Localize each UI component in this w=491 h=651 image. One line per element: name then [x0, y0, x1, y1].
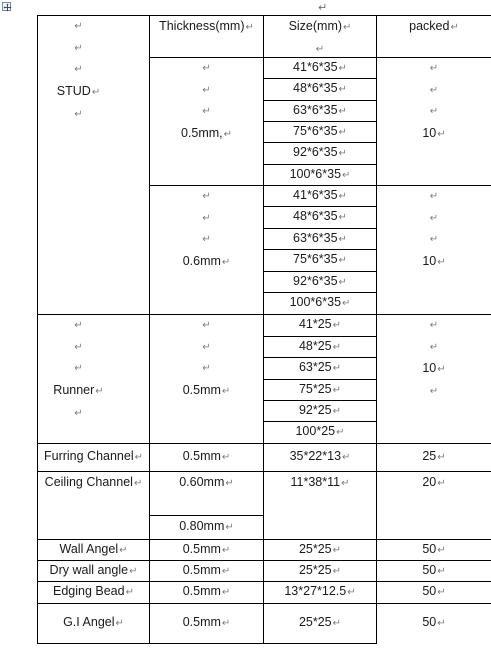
cell-line [299, 314, 341, 337]
cell-line [422, 612, 445, 635]
paragraph-mark: ↵ [338, 233, 347, 245]
paragraph-mark: ↵ [225, 478, 234, 489]
packed-value: 50 [422, 541, 437, 556]
runner-thickness-cell[interactable] [150, 315, 263, 443]
size-cell[interactable] [264, 315, 376, 336]
size-value: 75*6*35 [293, 252, 338, 267]
header-packed[interactable] [377, 16, 491, 57]
paragraph-mark: ↵ [221, 257, 231, 269]
paragraph-mark: ↵ [338, 84, 347, 96]
cell-line [422, 251, 445, 274]
size-value: 48*25 [298, 338, 332, 353]
thickness-value: 0.5mm, [180, 126, 223, 141]
paragraph-mark: ↵ [342, 298, 351, 310]
paragraph-mark: ↵ [429, 212, 439, 224]
cell-line [293, 100, 347, 123]
cell-line [293, 206, 347, 229]
cell-line [295, 421, 344, 444]
packed-cell[interactable] [377, 472, 491, 539]
packed-value: 25 [422, 449, 437, 464]
paragraph-mark: ↵ [202, 212, 211, 224]
paragraph-mark: ↵ [437, 478, 446, 489]
cell-line [293, 228, 347, 251]
size-cell[interactable] [264, 337, 376, 357]
paragraph-mark: ↵ [437, 587, 446, 599]
cell-line [293, 249, 347, 272]
cell-line [179, 472, 234, 495]
cell-line [422, 123, 445, 146]
size-cell[interactable] [264, 165, 376, 185]
size-value: 75*25 [298, 381, 332, 396]
cell-line [290, 292, 351, 315]
paragraph-mark: ↵ [95, 386, 104, 398]
size-cell[interactable] [264, 380, 376, 400]
cell-line [63, 612, 124, 635]
cell-line [44, 446, 143, 469]
size-cell[interactable] [264, 186, 376, 206]
cell-line [290, 446, 351, 469]
paragraph-mark: ↵ [429, 341, 439, 353]
cell-line [293, 57, 347, 80]
cell-line [183, 560, 231, 583]
size-cell[interactable] [264, 444, 376, 471]
size-value: 92*6*35 [293, 273, 338, 288]
size-value: 100*6*35 [289, 295, 342, 310]
paragraph-mark: ↵ [332, 384, 342, 396]
row-name: STUD [56, 84, 91, 99]
cell-line [299, 539, 341, 562]
packed-cell[interactable] [377, 561, 491, 581]
paragraph-mark: ↵ [332, 544, 342, 556]
stud-packed-cell[interactable] [377, 186, 491, 314]
size-value: 11*38*11 [290, 475, 341, 489]
packed-value: 10 [422, 254, 437, 269]
paragraph-mark: ↵ [342, 169, 351, 181]
cell-line [422, 446, 445, 469]
size-value: 92*6*35 [293, 145, 338, 160]
paragraph-mark: ↵ [429, 191, 439, 202]
paragraph-mark: ↵ [202, 234, 211, 246]
paragraph-mark: ↵ [332, 341, 342, 353]
table-move-handle[interactable] [2, 2, 11, 11]
runner-packed-cell[interactable] [377, 315, 491, 443]
thickness-cell[interactable] [150, 561, 263, 581]
paragraph-mark: ↵ [74, 363, 83, 375]
thickness-cell-secondary[interactable] [150, 516, 263, 539]
paragraph-mark: ↵ [202, 341, 211, 353]
size-value: 41*25 [298, 317, 332, 332]
paragraph-mark: ↵ [437, 544, 446, 556]
paragraph-mark: ↵ [221, 452, 231, 464]
thickness-value: 0.5mm [182, 449, 221, 464]
packed-value: 20 [422, 475, 437, 489]
cell-line [183, 539, 231, 562]
stud-name-cell[interactable] [38, 16, 149, 314]
row-name: Dry wall angle [49, 562, 129, 577]
row-name-cell[interactable] [38, 540, 149, 560]
paragraph-mark: ↵ [338, 105, 347, 117]
cell-line [409, 16, 459, 39]
paragraph-mark: ↵ [74, 64, 83, 76]
thickness-cell[interactable] [150, 444, 263, 471]
paragraph-mark: ↵ [221, 544, 231, 556]
size-value: 25*25 [298, 541, 332, 556]
size-value: 100*6*35 [289, 166, 342, 181]
thickness-value: 0.6mm [182, 254, 221, 269]
paragraph-mark: ↵ [74, 407, 83, 419]
size-cell[interactable] [264, 272, 376, 292]
paragraph-mark: ↵ [338, 148, 347, 160]
cell-line [293, 142, 347, 165]
cell-line [159, 16, 254, 39]
packed-cell[interactable] [377, 604, 491, 643]
row-name: Wall Angel [59, 541, 119, 556]
paragraph-mark: ↵ [221, 565, 231, 577]
paragraph-mark: ↵ [202, 106, 211, 118]
paragraph-mark: ↵ [202, 363, 211, 375]
thickness-value: 0.5mm [182, 541, 221, 556]
paragraph-mark: ↵ [338, 126, 347, 138]
paragraph-mark: ↵ [129, 565, 138, 577]
cell-line [299, 336, 341, 359]
paragraph-mark: ↵ [338, 255, 347, 267]
paragraph-mark: ↵ [115, 618, 124, 630]
cell-line [53, 380, 103, 403]
paragraph-mark: ↵ [341, 478, 350, 489]
cell-line [60, 539, 128, 562]
thickness-cell[interactable] [150, 472, 263, 515]
packed-value: 50 [422, 562, 437, 577]
cell-line [299, 379, 341, 402]
paragraph-mark: ↵ [74, 341, 83, 353]
cell-line [290, 164, 351, 187]
cell-line [45, 472, 143, 495]
thickness-value: 0.60mm [179, 475, 225, 489]
header-text: Thickness(mm) [159, 19, 245, 33]
size-cell[interactable] [264, 540, 376, 560]
packed-value: 10 [422, 126, 437, 141]
paragraph-mark: ↵ [134, 452, 144, 464]
paragraph-mark: ↵ [133, 478, 143, 489]
stud-thickness-cell[interactable] [150, 58, 263, 185]
size-value: 13*27*12.5 [284, 584, 347, 599]
cell-line [284, 581, 355, 604]
size-value: 100*25 [295, 424, 336, 439]
row-name: Furring Channel [43, 449, 134, 464]
thickness-cell[interactable] [150, 582, 263, 603]
size-cell[interactable] [264, 358, 376, 379]
size-cell[interactable] [264, 229, 376, 249]
paragraph-mark: ↵ [338, 276, 347, 288]
header-size[interactable] [264, 16, 376, 57]
paragraph-mark: ↵ [332, 320, 342, 332]
size-cell[interactable] [264, 604, 376, 643]
size-value: 92*25 [298, 402, 332, 417]
paragraph-mark: ↵ [125, 587, 134, 599]
move-arrows-icon [3, 3, 12, 12]
paragraph-mark: ↵ [429, 84, 439, 96]
thickness-cell[interactable] [150, 604, 263, 643]
size-cell[interactable] [264, 422, 376, 443]
paragraph-mark: ↵ [91, 87, 101, 99]
paragraph-mark: ↵ [450, 22, 459, 33]
cell-line [53, 581, 134, 604]
paragraph-mark: ↵ [338, 190, 347, 202]
paragraph-mark: ↵ [429, 320, 439, 331]
cell-line [299, 400, 341, 423]
row-name: G.I Angel [63, 615, 115, 630]
paragraph-mark: ↵ [429, 386, 439, 398]
paragraph-mark: ↵ [318, 2, 328, 14]
cell-line [422, 358, 445, 381]
row-name-cell[interactable] [38, 604, 149, 643]
cell-line [293, 121, 347, 144]
paragraph-mark: ↵ [429, 63, 439, 74]
size-value: 41*6*35 [293, 187, 338, 202]
stud-thickness-cell[interactable] [150, 186, 263, 314]
cell-line [299, 357, 341, 380]
packed-value: 10 [422, 361, 437, 376]
row-name-cell[interactable] [38, 472, 149, 539]
paragraph-mark: ↵ [245, 22, 254, 33]
cell-line [293, 185, 347, 208]
paragraph-mark: ↵ [74, 320, 83, 331]
paragraph-mark: ↵ [343, 22, 352, 33]
paragraph-mark: ↵ [221, 386, 231, 398]
size-value: 41*6*35 [293, 59, 338, 74]
size-cell[interactable] [264, 101, 376, 121]
size-cell[interactable] [264, 58, 376, 78]
paragraph-mark: ↵ [437, 364, 446, 376]
size-cell[interactable] [264, 79, 376, 100]
thickness-value: 0.5mm [182, 584, 221, 599]
row-name-cell[interactable] [38, 582, 149, 603]
paragraph-mark: ↵ [437, 257, 446, 269]
paragraph-mark: ↵ [437, 129, 446, 141]
cell-line [293, 271, 347, 294]
cell-line [422, 539, 445, 562]
thickness-value: 0.5mm [182, 383, 221, 398]
size-cell[interactable] [264, 582, 376, 603]
runner-name-cell[interactable] [38, 315, 149, 443]
paragraph-mark: ↵ [202, 63, 211, 74]
paragraph-mark: ↵ [332, 618, 342, 630]
cell-line [289, 16, 352, 39]
paragraph-mark: ↵ [336, 427, 345, 439]
header-text: Size(mm) [288, 19, 343, 33]
header-thickness[interactable] [150, 16, 263, 57]
cell-line [57, 81, 100, 104]
row-border [37, 643, 376, 644]
packed-value: 50 [422, 584, 437, 599]
cell-line [293, 78, 347, 101]
paragraph-mark: ↵ [437, 452, 446, 464]
paragraph-mark: ↵ [342, 452, 351, 464]
paragraph-mark: ↵ [437, 618, 446, 630]
size-cell[interactable] [264, 401, 376, 421]
paragraph-mark: ↵ [221, 587, 231, 599]
row-name: Ceiling Channel [44, 475, 133, 489]
paragraph-mark: ↵ [223, 129, 233, 141]
thickness-value: 0.80mm [179, 519, 225, 534]
row-name: Runner [53, 383, 95, 398]
packed-cell[interactable] [377, 582, 491, 603]
cell-line [422, 560, 445, 583]
cell-line [50, 560, 138, 583]
stud-packed-cell[interactable] [377, 58, 491, 185]
size-value: 25*25 [298, 562, 332, 577]
paragraph-mark: ↵ [347, 587, 356, 599]
size-value: 63*25 [298, 360, 332, 375]
paragraph-mark: ↵ [202, 320, 211, 331]
cell-line [183, 446, 231, 469]
paragraph-mark: ↵ [202, 84, 211, 96]
size-value: 25*25 [298, 615, 332, 630]
paragraph-mark: ↵ [74, 42, 83, 54]
paragraph-mark: ↵ [429, 106, 439, 118]
paragraph-mark: ↵ [332, 405, 342, 417]
paragraph-mark: ↵ [119, 544, 128, 556]
packed-cell[interactable] [377, 540, 491, 560]
thickness-value: 0.5mm [182, 615, 221, 630]
cell-line [291, 472, 350, 495]
paragraph-mark: ↵ [74, 108, 83, 120]
size-cell[interactable] [264, 207, 376, 228]
row-name-cell[interactable] [38, 444, 149, 471]
cell-line [422, 581, 445, 604]
size-value: 48*6*35 [293, 209, 338, 224]
size-value: 35*22*13 [289, 449, 342, 464]
paragraph-mark: ↵ [225, 522, 234, 534]
paragraph-mark: ↵ [221, 618, 231, 630]
packed-cell[interactable] [377, 444, 491, 471]
paragraph-mark: ↵ [437, 565, 446, 577]
row-name: Edging Bead [53, 584, 125, 599]
paragraph-mark: ↵ [332, 363, 342, 375]
cell-line [299, 612, 341, 635]
paragraph-mark: ↵ [332, 565, 342, 577]
paragraph-mark: ↵ [202, 191, 211, 202]
size-value: 63*6*35 [293, 102, 338, 117]
cell-line [183, 251, 231, 274]
header-text: packed [409, 19, 450, 33]
size-cell[interactable] [264, 250, 376, 271]
size-cell[interactable] [264, 122, 376, 142]
row-name-cell[interactable] [38, 561, 149, 581]
cell-line [299, 560, 341, 583]
size-cell[interactable] [264, 561, 376, 581]
size-cell[interactable] [264, 293, 376, 314]
cell-line [179, 516, 234, 539]
cell-line [183, 581, 231, 604]
paragraph-mark: ↵ [315, 43, 325, 55]
size-value: 63*6*35 [293, 230, 338, 245]
size-value: 75*6*35 [293, 123, 338, 138]
thickness-cell[interactable] [150, 540, 263, 560]
packed-value: 50 [422, 615, 437, 630]
paragraph-mark: ↵ [74, 21, 83, 32]
cell-line [183, 380, 231, 403]
thickness-value: 0.5mm [182, 562, 221, 577]
size-value: 48*6*35 [293, 81, 338, 96]
paragraph-mark: ↵ [338, 62, 347, 74]
size-cell[interactable] [264, 143, 376, 164]
paragraph-mark: ↵ [429, 234, 439, 246]
cell-line [183, 612, 231, 635]
paragraph-mark: ↵ [338, 212, 347, 224]
size-cell[interactable] [264, 472, 376, 539]
cell-line [422, 472, 445, 495]
cell-line [181, 123, 232, 146]
